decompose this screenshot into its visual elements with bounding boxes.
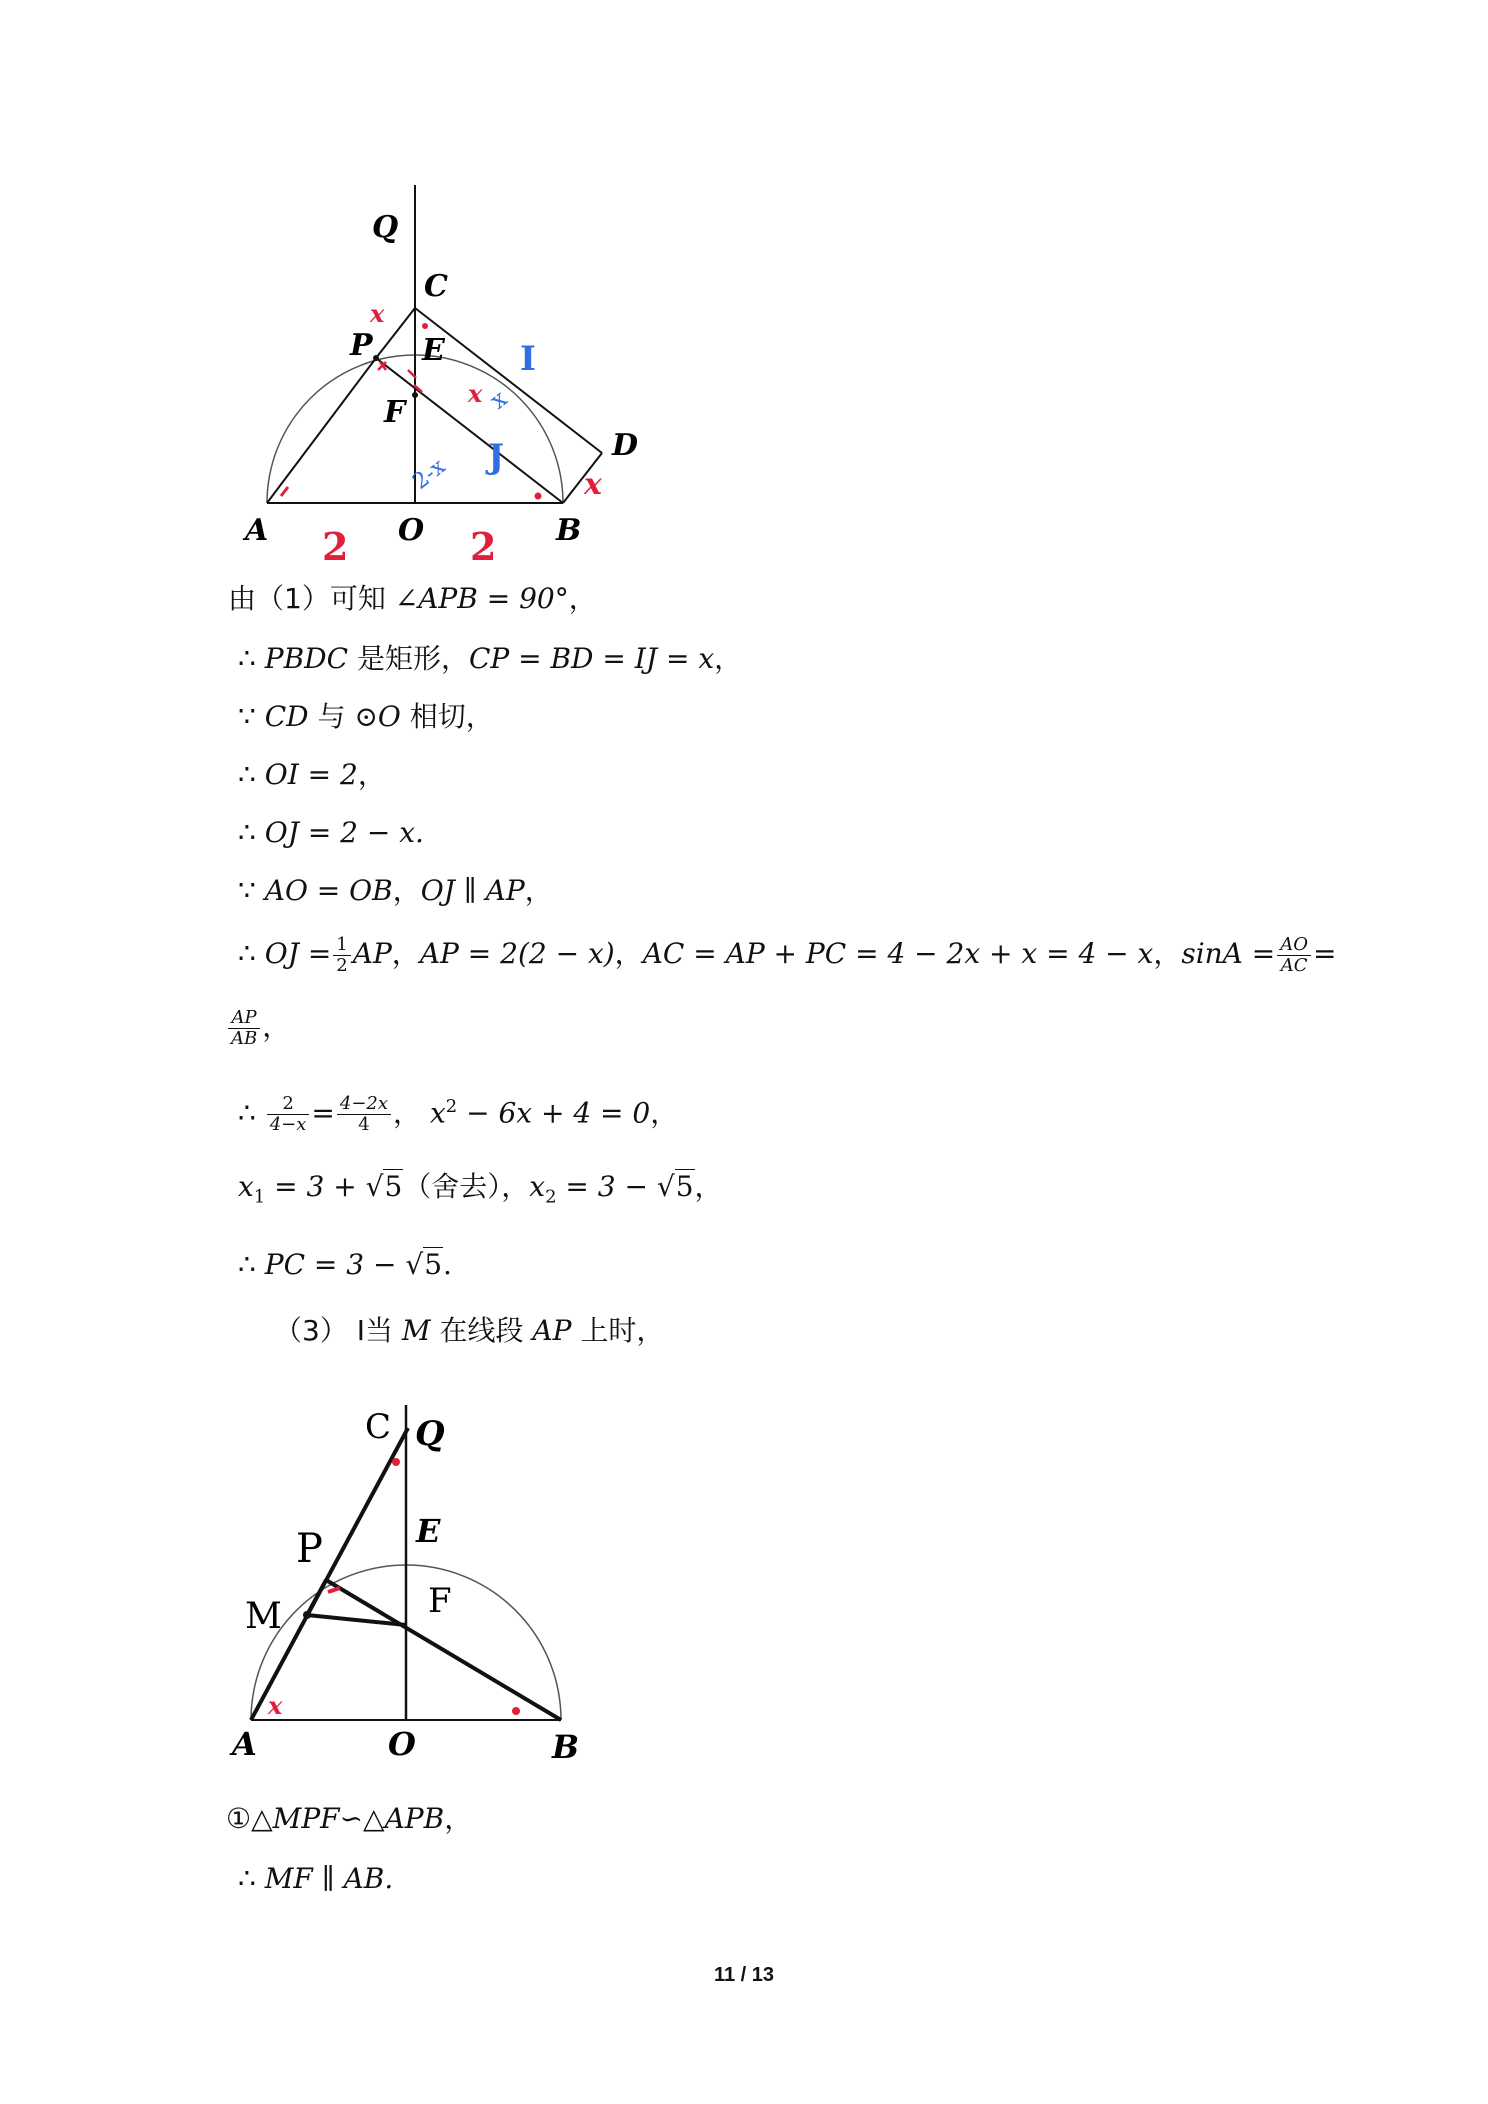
text: ， xyxy=(357,758,386,791)
fraction-one-half xyxy=(333,935,350,976)
text: 相切， xyxy=(409,700,494,733)
math: OJ = 2 − x. xyxy=(264,816,424,849)
label-E: E xyxy=(416,1512,441,1550)
subscript: 1 xyxy=(253,1186,266,1208)
math: MF ∥ AB. xyxy=(264,1862,394,1895)
text: 与 xyxy=(317,700,346,733)
radicand: 5 xyxy=(424,1248,443,1281)
math: PBDC xyxy=(264,642,349,675)
math: AC = AP + PC = 4 − 2x + x = 4 − x xyxy=(642,937,1154,970)
numerator: AP xyxy=(228,1008,260,1029)
therefore-symbol: ∴ xyxy=(238,758,256,791)
line-12 xyxy=(274,1314,664,1348)
label-F: F xyxy=(428,1581,452,1621)
line-5 xyxy=(238,816,424,850)
text: 是矩形， xyxy=(356,642,469,675)
label-B: B xyxy=(556,513,582,548)
numerator: 1 xyxy=(333,935,350,956)
math: sinA = xyxy=(1181,937,1276,970)
math: ⊙O xyxy=(354,700,401,733)
math: = xyxy=(1313,937,1337,970)
fraction-AP-AB xyxy=(228,1008,260,1049)
label-B: B xyxy=(552,1728,580,1766)
text: ① xyxy=(226,1802,252,1835)
text: Ⅰ当 xyxy=(356,1314,393,1347)
point-F-dot xyxy=(412,392,418,398)
annot-segment-OJ: 2-x xyxy=(408,454,451,495)
text: ， xyxy=(524,874,553,907)
math: OJ = xyxy=(264,937,332,970)
math: OI = 2 xyxy=(264,758,358,791)
fraction-4-minus-2x-over-4 xyxy=(337,1094,391,1135)
label-E: E xyxy=(422,333,445,368)
math: OJ ∥ AP xyxy=(420,874,525,907)
label-Q: Q xyxy=(372,210,399,245)
label-D: D xyxy=(612,428,639,463)
label-C: C xyxy=(424,269,448,304)
math: CD xyxy=(264,700,309,733)
math: = 3 − √ xyxy=(556,1170,675,1203)
radicand: 5 xyxy=(384,1170,403,1203)
annot-angle-mark-A xyxy=(281,487,288,496)
annot-dot-B xyxy=(535,493,542,500)
denominator: 2 xyxy=(336,955,348,976)
label-A: A xyxy=(232,1725,257,1763)
annot-dot-B xyxy=(512,1707,520,1715)
annot-label-I: I xyxy=(520,339,536,379)
point-P-dot xyxy=(373,355,379,361)
denominator: 4 xyxy=(358,1114,370,1136)
text: ， xyxy=(714,642,743,675)
math: CP = BD = IJ = x xyxy=(468,642,715,675)
line-13 xyxy=(226,1802,472,1836)
therefore-symbol: ∴ xyxy=(238,1248,256,1281)
line-9 xyxy=(238,1090,678,1135)
label-O: O xyxy=(398,513,425,548)
annot-length-AO: 2 xyxy=(322,524,349,560)
subscript: 2 xyxy=(545,1186,557,1208)
text: 在线段 xyxy=(439,1314,524,1347)
math: x xyxy=(529,1170,546,1203)
segment-CD xyxy=(415,308,602,453)
label-M: M xyxy=(245,1596,282,1637)
fraction-AO-AC xyxy=(1277,935,1311,976)
figure-2-semicircle-diagram xyxy=(228,1385,608,1775)
label-O: O xyxy=(388,1725,416,1763)
radicand: 5 xyxy=(675,1170,694,1203)
label-F: F xyxy=(384,395,406,430)
fraction-2-over-4-minus-x xyxy=(267,1094,310,1135)
math: = 3 + √ xyxy=(265,1170,384,1203)
label-P: P xyxy=(350,328,373,363)
math: PC = 3 − √ xyxy=(264,1248,424,1281)
math: AP xyxy=(352,937,392,970)
superscript: 2 xyxy=(445,1096,458,1117)
page-number: 11 / 13 xyxy=(713,1964,775,1986)
line-2 xyxy=(238,642,742,676)
text: . xyxy=(443,1248,452,1281)
line-10 xyxy=(238,1170,723,1215)
text: ， xyxy=(444,1802,473,1835)
text: ， xyxy=(392,874,421,907)
text: 由（1）可知 xyxy=(228,582,386,615)
math: x xyxy=(429,1096,446,1130)
text: （3） xyxy=(274,1314,348,1347)
line-4 xyxy=(238,758,386,792)
label-Q: Q xyxy=(415,1414,445,1454)
text: ， xyxy=(650,1096,679,1130)
math: ∠APB = 90° xyxy=(394,582,569,615)
annot-segment-IJ: x xyxy=(484,384,513,415)
annot-x-on-PB: x xyxy=(468,379,483,408)
segment-AC xyxy=(251,1428,408,1720)
because-symbol: ∵ xyxy=(238,874,256,907)
line-14 xyxy=(238,1862,393,1896)
text: ， xyxy=(393,1096,422,1130)
annot-length-OB: 2 xyxy=(470,524,497,560)
text: ， xyxy=(568,582,597,615)
numerator: 2 xyxy=(267,1094,310,1115)
label-C: C xyxy=(365,1407,392,1447)
annot-angle-mark-P xyxy=(328,1588,340,1592)
math: AP xyxy=(532,1314,572,1347)
annot-dot-C xyxy=(392,1458,400,1466)
denominator: AC xyxy=(1280,955,1308,976)
math: − 6x + 4 = 0 xyxy=(457,1096,651,1130)
text: ， xyxy=(391,937,420,970)
numerator: 4−2x xyxy=(337,1094,391,1115)
line-8 xyxy=(226,1008,290,1049)
text: ， xyxy=(1153,937,1182,970)
math: AP = 2(2 − x) xyxy=(419,937,615,970)
text: 上时， xyxy=(580,1314,665,1347)
annot-dot-C xyxy=(422,323,428,329)
therefore-symbol: ∴ xyxy=(238,816,256,849)
denominator: AB xyxy=(231,1028,258,1049)
therefore-symbol: ∴ xyxy=(238,1862,256,1895)
text: ， xyxy=(614,937,643,970)
annot-x-on-DB: x xyxy=(584,467,602,502)
math: = xyxy=(311,1096,335,1130)
math: M xyxy=(401,1314,431,1347)
point-M-dot xyxy=(303,1611,311,1619)
because-symbol: ∵ xyxy=(238,700,256,733)
therefore-symbol: ∴ xyxy=(238,642,256,675)
annot-x-near-C: x xyxy=(370,299,385,328)
math: AO = OB xyxy=(264,874,393,907)
line-1 xyxy=(228,582,597,616)
line-3 xyxy=(238,700,494,734)
line-6 xyxy=(238,874,553,908)
line-11 xyxy=(238,1248,452,1282)
math: △MPF∽△APB xyxy=(251,1802,445,1835)
annot-label-J: J xyxy=(488,437,505,477)
annot-x-at-A: x xyxy=(268,1691,283,1720)
denominator: 4−x xyxy=(269,1114,307,1136)
therefore-symbol: ∴ xyxy=(238,937,256,970)
math: x xyxy=(238,1170,254,1203)
text: ， xyxy=(694,1170,723,1203)
therefore-symbol: ∴ xyxy=(238,1096,256,1130)
line-7 xyxy=(238,935,1337,976)
label-A: A xyxy=(245,513,269,548)
text: （舍去）， xyxy=(403,1170,530,1203)
segment-AP xyxy=(267,358,376,503)
label-P: P xyxy=(296,1526,323,1572)
numerator: AO xyxy=(1277,935,1311,956)
text: ， xyxy=(262,1010,291,1043)
figure-1-semicircle-diagram xyxy=(230,170,670,560)
